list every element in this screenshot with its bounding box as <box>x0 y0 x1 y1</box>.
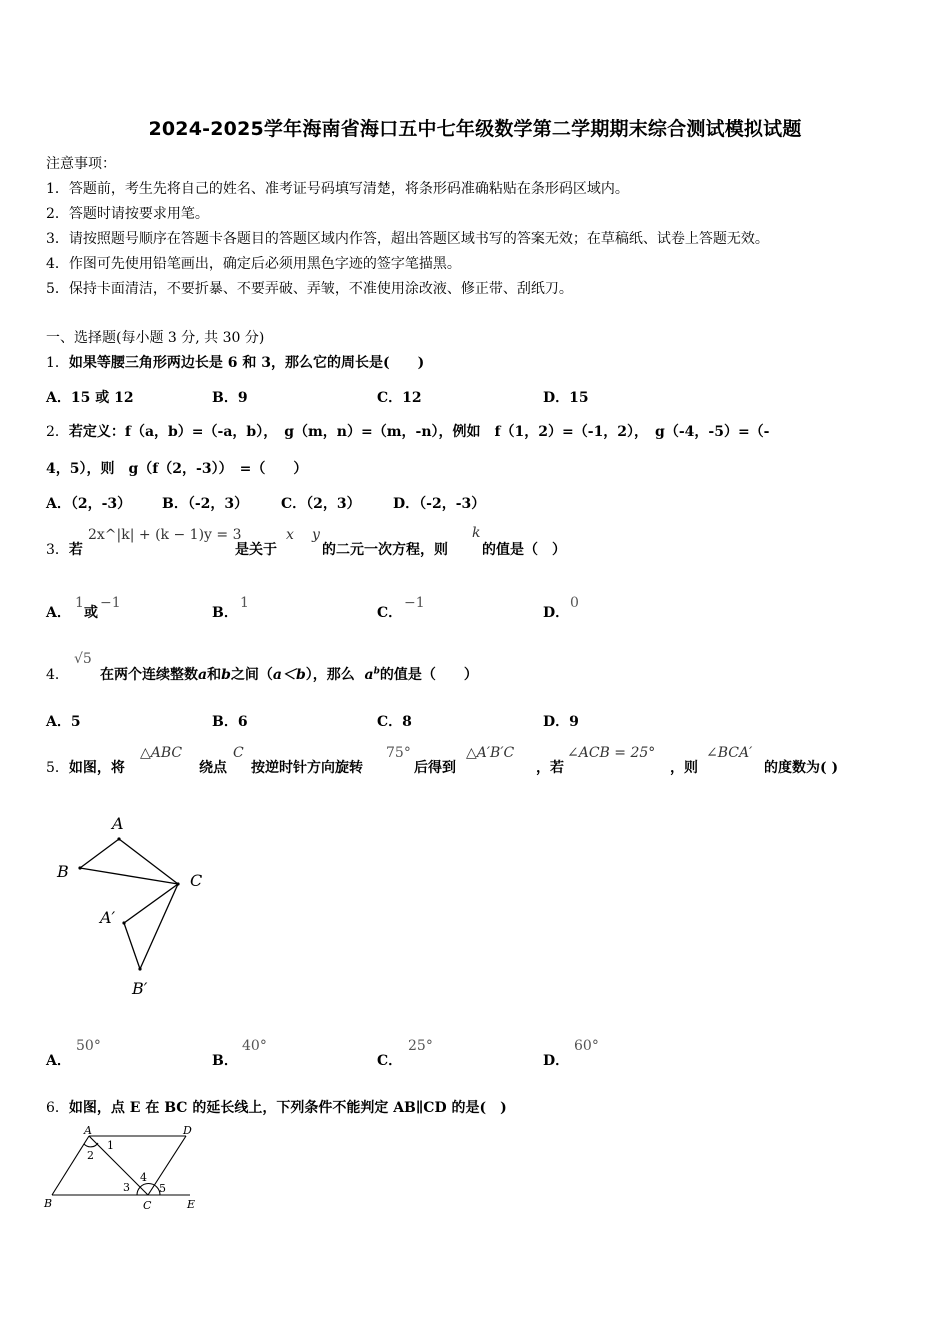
question-text: ，则 <box>670 760 698 776</box>
var-a: a <box>198 667 208 683</box>
question-text: 若 <box>68 542 83 558</box>
label-a1: A′ <box>100 908 116 927</box>
label-c: C <box>190 871 203 890</box>
point-b <box>78 866 81 869</box>
option-c: C．8 <box>377 714 412 730</box>
point-c: C <box>233 745 244 761</box>
question-text: 后得到 <box>414 760 456 776</box>
radical: √5 <box>74 651 92 667</box>
option-c: C．（2，3） <box>281 496 361 512</box>
segment-b1c <box>140 884 178 969</box>
question-5-num <box>46 757 125 777</box>
angle-1: 1 <box>107 1139 114 1152</box>
option-value: 60° <box>574 1038 599 1054</box>
segment-bc <box>80 868 178 884</box>
option-or: 或 <box>84 605 98 621</box>
angle-3: 3 <box>123 1181 130 1194</box>
equation: 2x^|k| + (k − 1)y = 3 <box>88 527 242 543</box>
option-value: 1 <box>75 595 84 611</box>
label-d: D <box>183 1124 192 1137</box>
option-a: A．5 <box>46 714 81 730</box>
angle-2: 2 <box>87 1149 94 1162</box>
option-b: B．6 <box>212 714 248 730</box>
question-text: 若定义：f（a，b）=（-a，b）， g（m，n）=（m，-n），例如 f（1，2）=（-1，2）， g（-4，-5）=（- <box>68 424 770 440</box>
segment-a1b1 <box>124 923 140 969</box>
question-text: 的度数为( ) <box>764 760 839 776</box>
label-b: B <box>44 1197 53 1210</box>
segment-cd <box>148 1136 186 1195</box>
question-number: 6． <box>46 1100 69 1116</box>
option-value: 0 <box>570 595 579 611</box>
option-b: B． <box>212 1053 238 1069</box>
notice-heading: 注意事项： <box>46 156 116 172</box>
point-a <box>117 837 120 840</box>
parallelogram-figure <box>40 1122 210 1217</box>
condition: a＜b <box>272 667 306 683</box>
question-text: ），那么 <box>305 667 355 683</box>
point-b1 <box>138 967 141 970</box>
label-a: A <box>84 1124 92 1137</box>
section-heading: 一、选择题(每小题 3 分, 共 30 分) <box>46 330 265 346</box>
triangle-abc: △ABC <box>140 745 183 761</box>
option-d: D． <box>543 605 570 621</box>
option-b: B．（-2，3） <box>162 496 249 512</box>
question-text: 之间（ <box>230 667 273 683</box>
page-title: 2024-2025学年海南省海口五中七年级数学第二学期期末综合测试模拟试题 <box>148 118 802 140</box>
notice-item: 3．请按照题号顺序在答题卡各题目的答题区域内作答，超出答题区域书写的答案无效；在草稿纸、试卷上答题无效。 <box>46 231 769 247</box>
point-c <box>176 882 179 885</box>
option-a <box>46 602 71 622</box>
question-text: 的二元一次方程，则 <box>322 542 448 558</box>
var-y: y <box>312 527 320 543</box>
question-text: 和 <box>207 667 222 683</box>
question-4-num: 4． <box>46 667 69 683</box>
question-text: 绕点 <box>199 760 227 776</box>
notice-item: 4．作图可先使用铅笔画出，确定后必须用黑色字迹的签字笔描黑。 <box>46 256 461 272</box>
question-text: 如图，点 E 在 BC 的延长线上，下列条件不能判定 AB∥CD 的是( ) <box>68 1100 507 1116</box>
question-text: 如果等腰三角形两边长是 6 和 3，那么它的周长是( ) <box>68 355 425 371</box>
question-3-num <box>46 539 83 559</box>
option-a: A．（2，-3） <box>46 496 132 512</box>
option-d: D． <box>543 1053 570 1069</box>
option-value: 1 <box>240 595 249 611</box>
angle-acb: ∠ACB = 25° <box>567 745 656 761</box>
option-label: A． <box>46 605 71 621</box>
option-d: D．15 <box>543 390 589 406</box>
notice-item: 2．答题时请按要求用笔。 <box>46 206 209 222</box>
angle-4: 4 <box>140 1171 147 1184</box>
option-c: C． <box>377 1053 403 1069</box>
var-x: x <box>286 527 294 543</box>
notice-item: 5．保持卡面清洁，不要折暴、不要弄破、弄皱，不准使用涂改液、修正带、刮纸刀。 <box>46 281 573 297</box>
exponent-b: b <box>373 666 380 677</box>
question-number: 2． <box>46 424 69 440</box>
angle-5: 5 <box>159 1182 166 1195</box>
question-1 <box>46 352 424 372</box>
label-a: A <box>112 814 124 833</box>
option-c: C． <box>377 605 403 621</box>
question-text: 在两个连续整数 <box>100 667 198 683</box>
question-text: 是关于 <box>235 542 277 558</box>
label-c: C <box>143 1199 152 1212</box>
notice-item: 1．答题前，考生先将自己的姓名、准考证号码填写清楚，将条形码准确粘贴在条形码区域内。 <box>46 181 629 197</box>
segment-ab <box>52 1136 89 1195</box>
option-value: −1 <box>100 595 121 611</box>
question-number: 3． <box>46 542 69 558</box>
question-text: 如图，将 <box>68 760 125 776</box>
point-a1 <box>122 921 125 924</box>
question-number: 5． <box>46 760 69 776</box>
option-a: A．15 或 12 <box>46 390 134 406</box>
option-a: A． <box>46 1053 71 1069</box>
question-text-cont: 4，5），则 g（f（2，-3）） =（ ） <box>46 461 308 477</box>
question-text: 的值是（ ） <box>482 542 566 558</box>
var-k: k <box>472 525 481 541</box>
var-a: a <box>364 667 374 683</box>
var-b: b <box>221 667 231 683</box>
label-b: B <box>57 862 69 881</box>
question-2 <box>46 421 769 441</box>
question-6 <box>46 1097 507 1117</box>
option-d: D．9 <box>543 714 579 730</box>
segment-ac <box>119 839 178 884</box>
angle-bca1: ∠BCA′ <box>706 745 753 761</box>
option-b: B． <box>212 605 238 621</box>
rotation-figure <box>40 805 230 1005</box>
option-d: D．（-2，-3） <box>393 496 486 512</box>
question-text: 按逆时针方向旋转 <box>251 760 363 776</box>
segment-ab <box>80 839 119 868</box>
question-text: ，若 <box>536 760 564 776</box>
question-4-text <box>100 664 478 684</box>
option-c: C．12 <box>377 390 422 406</box>
option-value: −1 <box>404 595 425 611</box>
question-text: 的值是（ ） <box>379 667 478 683</box>
label-e: E <box>187 1198 196 1211</box>
option-value: 40° <box>242 1038 267 1054</box>
rotation-angle: 75° <box>386 745 411 761</box>
segment-ac <box>89 1136 148 1195</box>
option-value: 50° <box>76 1038 101 1054</box>
option-b: B．9 <box>212 390 248 406</box>
label-b1: B′ <box>132 979 148 998</box>
option-value: 25° <box>408 1038 433 1054</box>
question-number: 1． <box>46 355 69 371</box>
triangle-a1b1c: △A′B′C <box>466 745 515 761</box>
